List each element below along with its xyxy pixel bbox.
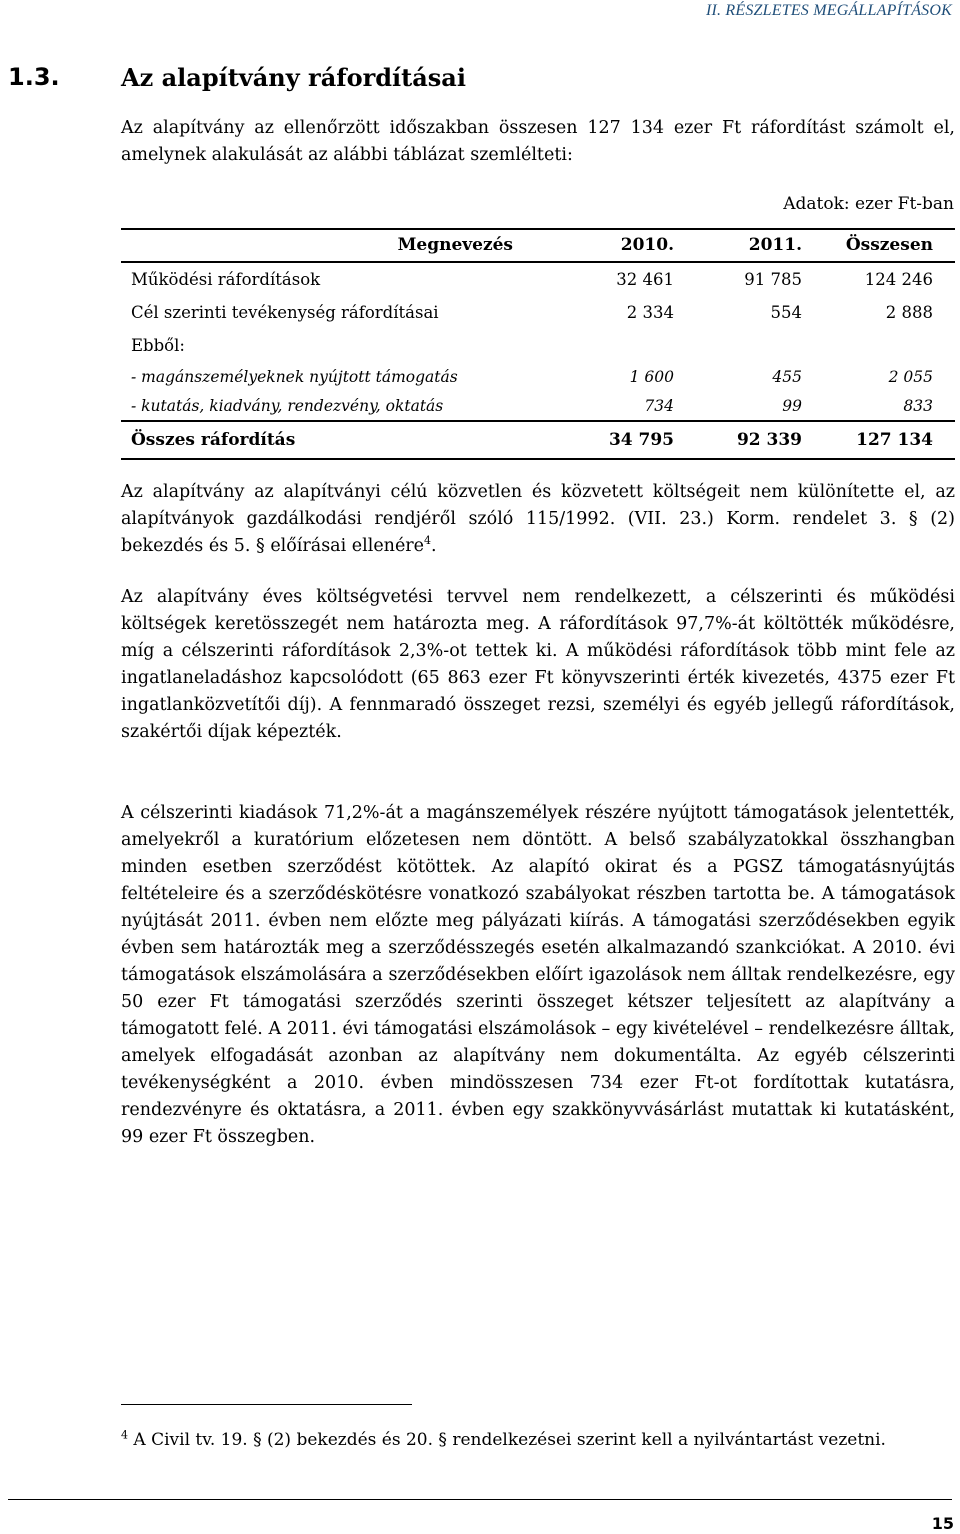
footnote-mark: 4 [121,1428,128,1442]
total-sum: 127 134 [824,421,955,459]
page-footer-rule [8,1499,952,1500]
cell-2011 [696,329,824,362]
cell-2010 [571,329,696,362]
header-total: Összesen [824,229,955,262]
paragraph-end: . [431,536,437,556]
cell-2010: 734 [644,396,674,415]
cell-2010: 1 600 [629,367,674,386]
cell-2010: 32 461 [616,270,674,289]
cell-total: 2 055 [888,367,933,386]
cell-2011: 91 785 [744,270,802,289]
table-row [121,391,955,421]
section-number: 1.3. [8,63,60,91]
intro-paragraph: Az alapítvány az ellenőrzött időszakban összesen 127 134 ezer Ft ráfordítást számolt el, amelynek alakulását az alábbi táblázat szemlélteti: [121,118,955,165]
page-number: 15 [931,1514,954,1533]
row-label: Működési ráfordítások [131,270,321,289]
total-2011: 92 339 [696,421,824,459]
table-unit-note: Adatok: ezer Ft-ban [783,194,954,214]
table-total-row [121,421,955,459]
header-2010: 2010. [571,229,696,262]
table-header-row [121,229,955,262]
footnote-text: A Civil tv. 19. § (2) bekezdés és 20. § rendelkezései szerint kell a nyilvántartást vezetni. [133,1430,886,1450]
cell-2010: 2 334 [626,303,674,322]
footnote [121,1430,886,1450]
table-row [121,362,955,391]
total-label: Összes ráfordítás [121,421,571,459]
cell-total: 124 246 [864,270,933,289]
footnote-reference: 4 [424,534,432,548]
footnote-separator [121,1404,412,1405]
header-name: Megnevezés [121,229,571,262]
paragraph-budget: Az alapítvány éves költségvetési tervvel nem rendelkezett, a célszerinti és működési költségek keretösszegét nem határozta meg. A ráfordítások 97,7%-át költötték működésre, míg a célszerinti ráfordítások 2,3%-ot tettek ki. A működési ráfordítások több mint fele az ingatlaneladáshoz kapcsolódott (65 863 ezer Ft könyvszerinti érték kivezetés, 4375 ezer Ft ingatlanközvetítői díj). A fennmaradó összeget rezsi, személyi és egyéb jellegű ráfordítások, szakértői díjak képezték. [121,587,955,742]
row-label: Ebből: [131,336,185,355]
table-row [121,262,955,296]
cell-total: 2 888 [885,303,933,322]
paragraph-grants: A célszerinti kiadások 71,2%-át a magánszemélyek részére nyújtott támogatások jelentették, amelyekről a kuratórium előzetesen nem döntött. A belső szabályzatokkal összhangban minden esetben szerződést kötöttek. Az alapító okirat és a PGSZ támogatásnyújtás feltételeire és a szerződéskötésre vonatkozó szabályokat részben tartotta be. A támogatások nyújtását 2011. évben nem előzte meg pályázati kiírás. A támogatási szerződésekben egyik évben sem határozták meg a szerződésszegés esetén alkalmazandó szankciókat. A 2010. évi támogatások elszámolására a szerződésekben előírt igazolások nem álltak rendelkezésre, egy 50 ezer Ft támogatási szerződés szerinti összeget kétszer teljesített az alapítvány a támogatott felé. A 2011. évi támogatási elszámolások – egy kivételével – rendelkezésre álltak, amelyek elfogadását azonban az alapítvány nem dokumentálta. Az egyéb célszerinti tevékenységként a 2010. évben mindösszesen 734 ezer Ft-ot fordítottak kutatásra, rendezvényre és oktatásra, a 2011. évben egy szakkönyvvásárlást mutattak ki kutatásként, 99 ezer Ft összegben. [121,803,955,1147]
total-2010: 34 795 [571,421,696,459]
paragraph-cost-separation [121,479,955,560]
row-label: Cél szerinti tevékenység ráfordításai [131,303,439,322]
cell-2011: 99 [782,396,802,415]
paragraph-text: Az alapítvány az alapítványi célú közvetlen és közvetett költségeit nem különítette el, az alapítványok gazdálkodási rendjéről szóló 115/1992. (VII. 23.) Korm. rendelet 3. § (2) bekezdés és 5. § előírásai ellenére [121,482,955,556]
header-2011: 2011. [696,229,824,262]
expenditure-table [121,228,955,460]
table-row [121,329,955,362]
row-label: - magánszemélyeknek nyújtott támogatás [131,367,458,386]
running-header: II. RÉSZLETES MEGÁLLAPÍTÁSOK [705,2,952,19]
cell-2011: 455 [772,367,802,386]
section-title: Az alapítvány ráfordításai [121,63,466,92]
cell-2011: 554 [770,303,802,322]
cell-total: 833 [903,396,933,415]
cell-total [824,329,955,362]
row-label: - kutatás, kiadvány, rendezvény, oktatás [131,396,444,415]
table-row [121,296,955,329]
